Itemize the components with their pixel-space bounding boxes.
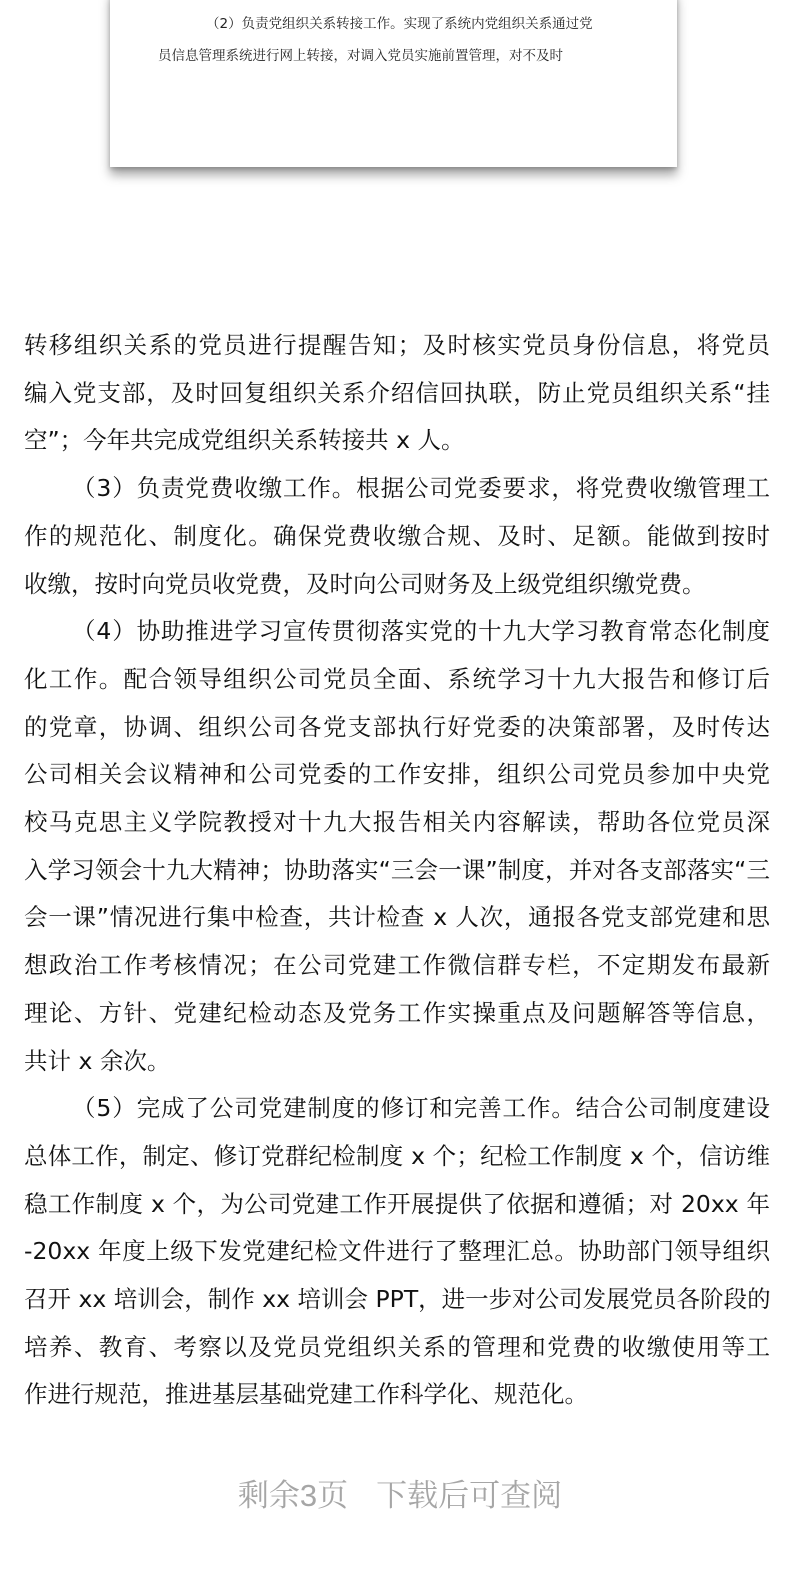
body-text-line: 入学习领会十九大精神；协助落实“三会一课”制度，并对各支部落实“三 — [24, 855, 770, 884]
body-text-line: 理论、方针、党建纪检动态及党务工作实操重点及问题解答等信息， — [24, 998, 770, 1027]
body-text-line: 培养、教育、考察以及党员党组织关系的管理和党费的收缴使用等工 — [24, 1332, 770, 1361]
body-text-line: （5）完成了公司党建制度的修订和完善工作。结合公司制度建设 — [72, 1094, 770, 1123]
body-text-line: 会一课”情况进行集中检查，共计检查 x 人次，通报各党支部党建和思 — [24, 903, 770, 932]
body-text-line: 想政治工作考核情况；在公司党建工作微信群专栏，不定期发布最新 — [24, 951, 770, 980]
download-prompt[interactable] — [0, 1470, 800, 1515]
preview-line: （2）负责党组织关系转接工作。实现了系统内党组织关系通过党 — [206, 16, 593, 32]
body-text-line: 作的规范化、制度化。确保党费收缴合规、及时、足额。能做到按时 — [24, 521, 770, 550]
preview-line: 员信息管理系统进行网上转接，对调入党员实施前置管理，对不及时 — [158, 48, 563, 64]
body-text-line: 作进行规范，推进基层基础党建工作科学化、规范化。 — [24, 1380, 588, 1409]
document-preview-card — [110, 0, 677, 167]
body-text-line: 编入党支部，及时回复组织关系介绍信回执联，防止党员组织关系“挂 — [24, 378, 770, 407]
body-text-line: 的党章，协调、组织公司各党支部执行好党委的决策部署，及时传达 — [24, 712, 770, 741]
download-to-view-text[interactable]: 下载后可查阅 — [376, 1478, 563, 1513]
body-text-line: 稳工作制度 x 个，为公司党建工作开展提供了依据和遵循；对 20xx 年 — [24, 1189, 770, 1218]
body-text-line: （4）协助推进学习宣传贯彻落实党的十九大学习教育常态化制度 — [72, 617, 770, 646]
body-text-line: 校马克思主义学院教授对十九大报告相关内容解读，帮助各位党员深 — [24, 808, 770, 836]
body-text-line: -20xx 年度上级下发党建纪检文件进行了整理汇总。协助部门领导组织 — [24, 1237, 770, 1266]
body-text-line: 共计 x 余次。 — [24, 1046, 171, 1075]
body-text-line: 空”；今年共完成党组织关系转接共 x 人。 — [24, 426, 465, 455]
body-text-line: 公司相关会议精神和公司党委的工作安排，组织公司党员参加中央党 — [24, 760, 770, 789]
body-text-line: 化工作。配合领导组织公司党员全面、系统学习十九大报告和修订后 — [24, 664, 770, 693]
body-text-line: （3）负责党费收缴工作。根据公司党委要求，将党费收缴管理工 — [72, 474, 770, 503]
body-text-line: 总体工作，制定、修订党群纪检制度 x 个；纪检工作制度 x 个，信访维 — [24, 1141, 770, 1170]
body-text-line: 收缴，按时向党员收党费，及时向公司财务及上级党组织缴党费。 — [24, 569, 706, 598]
remaining-pages-text: 剩余3页 — [237, 1478, 349, 1513]
body-text-line: 召开 xx 培训会，制作 xx 培训会 PPT，进一步对公司发展党员各阶段的 — [24, 1285, 771, 1313]
body-text-line: 转移组织关系的党员进行提醒告知；及时核实党员身份信息，将党员 — [24, 331, 770, 359]
